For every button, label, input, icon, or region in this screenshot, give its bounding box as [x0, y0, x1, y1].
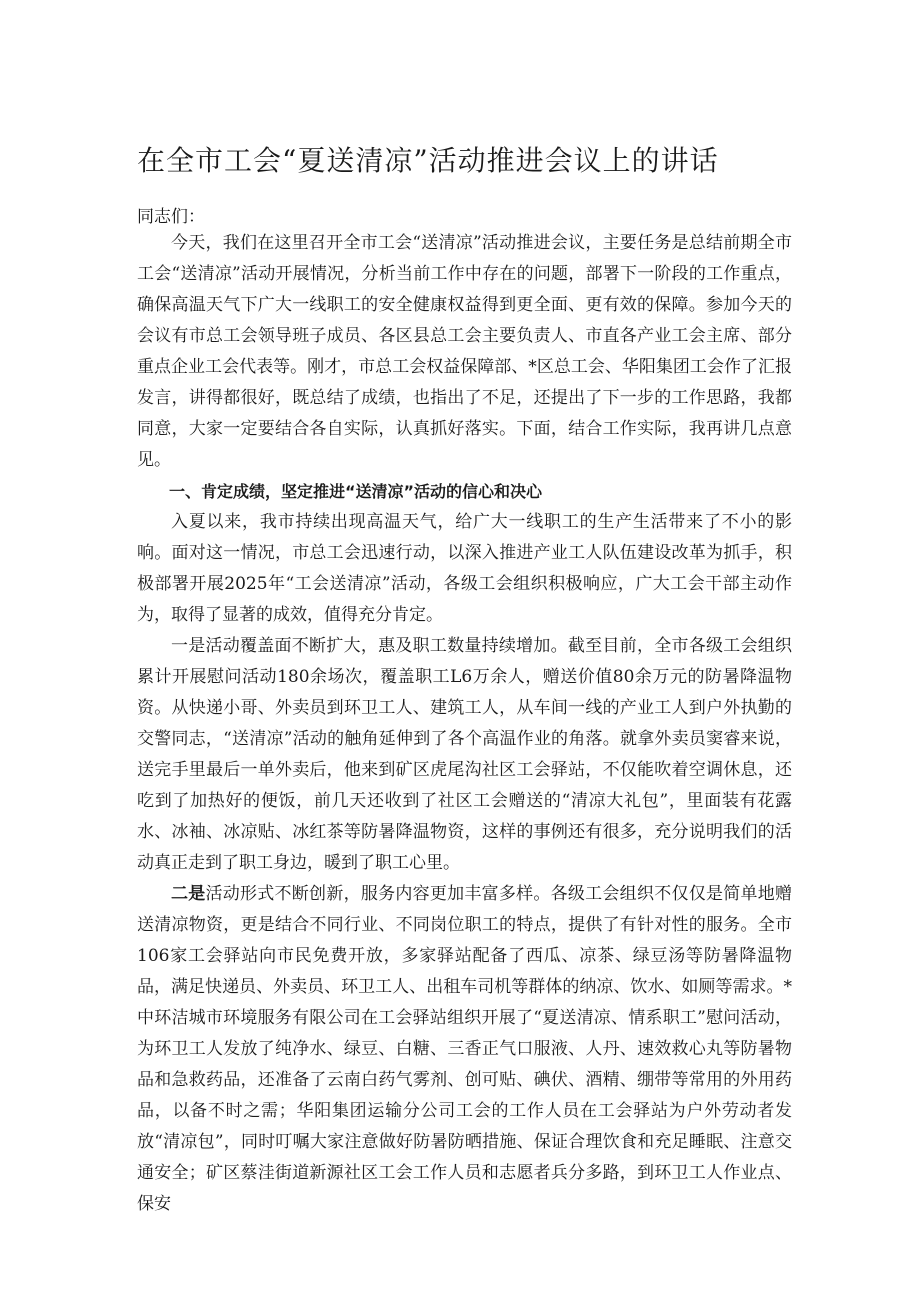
- point-one-paragraph: 一是活动覆盖面不断扩大，惠及职工数量持续增加。截至目前，全市各级工会组织累计开展慰问活动180余场次，覆盖职工L6万余人，赠送价值80余万元的防暑降温物资。从快递小哥、外卖员到环卫工人、建筑工人，从车间一线的产业工人到户外执勤的交警同志，“送清凉”活动的触角延伸到了各个高温作业的角落。就拿外卖员窦睿来说，送完手里最后一单外卖后，他来到矿区虎尾沟社区工会驿站，不仅能吹着空调休息，还吃到了加热好的便饭，前几天还收到了社区工会赠送的“清凉大礼包”，里面装有花露水、冰袖、冰凉贴、冰红茶等防暑降温物资，这样的事例还有很多，充分说明我们的活动真正走到了职工身边，暖到了职工心里。: [137, 636, 792, 873]
- greeting: 同志们：: [137, 207, 205, 227]
- point-two-text: 活动形式不断创新，服务内容更加丰富多样。各级工会组织不仅仅是简单地赠送清凉物资，更是结合不同行业、不同岗位职工的特点，提供了有针对性的服务。全市106家工会驿站向市民免费开放，多家驿站配备了西瓜、凉茶、绿豆汤等防暑降温物品，满足快递员、外卖员、环卫工人、出租车司机等群体的纳凉、饮水、如厕等需求。*中环洁城市环境服务有限公司在工会驿站组织开展了“夏送清凉、情系职工”慰问活动，为环卫工人发放了纯净水、绿豆、白糖、三香正气口服液、人丹、速效救心丸等防暑物品和急救药品，还准备了云南白药气雾剂、创可贴、碘伏、酒精、绷带等常用的外用药品，以备不时之需；华阳集团运输分公司工会的工作人员在工会驿站为户外劳动者发放“清凉包”，同时叮嘱大家注意做好防暑防晒措施、保证合理饮食和充足睡眠、注意交通安全；矿区蔡洼街道新源社区工会工作人员和志愿者兵分多路，到环卫工人作业点、保安: [137, 884, 792, 1214]
- document-title: 在全市工会“夏送清凉”活动推进会议上的讲话: [137, 144, 719, 177]
- intro-paragraph: 今天，我们在这里召开全市工会“送清凉”活动推进会议，主要任务是总结前期全市工会“送清凉”活动开展情况，分析当前工作中存在的问题，部署下一阶段的工作重点，确保高温天气下广大一线职工的安全健康权益得到更全面、更有效的保障。参加今天的会议有市总工会领导班子成员、各区县总工会主要负责人、市直各产业工会主席、部分重点企业工会代表等。刚才，市总工会权益保障部、*区总工会、华阳集团工会作了汇报发言，讲得都很好，既总结了成绩，也指出了不足，还提出了下一步的工作思路，我都同意，大家一定要结合各自实际，认真抓好落实。下面，结合工作实际，我再讲几点意见。: [137, 233, 792, 470]
- document-body: [137, 228, 792, 1220]
- point-two-lead: 二是: [171, 884, 206, 904]
- point-two-paragraph: [137, 879, 792, 1220]
- section-heading: 一、肯定成绩，坚定推进“送清凉”活动的信心和决心: [169, 482, 543, 501]
- section-paragraph: 入夏以来，我市持续出现高温天气，给广大一线职工的生产生活带来了不小的影响。面对这一情况，市总工会迅速行动，以深入推进产业工人队伍建设改革为抓手，积极部署开展2025年“工会送清凉”活动，各级工会组织积极响应，广大工会干部主动作为，取得了显著的成效，值得充分肯定。: [137, 512, 792, 625]
